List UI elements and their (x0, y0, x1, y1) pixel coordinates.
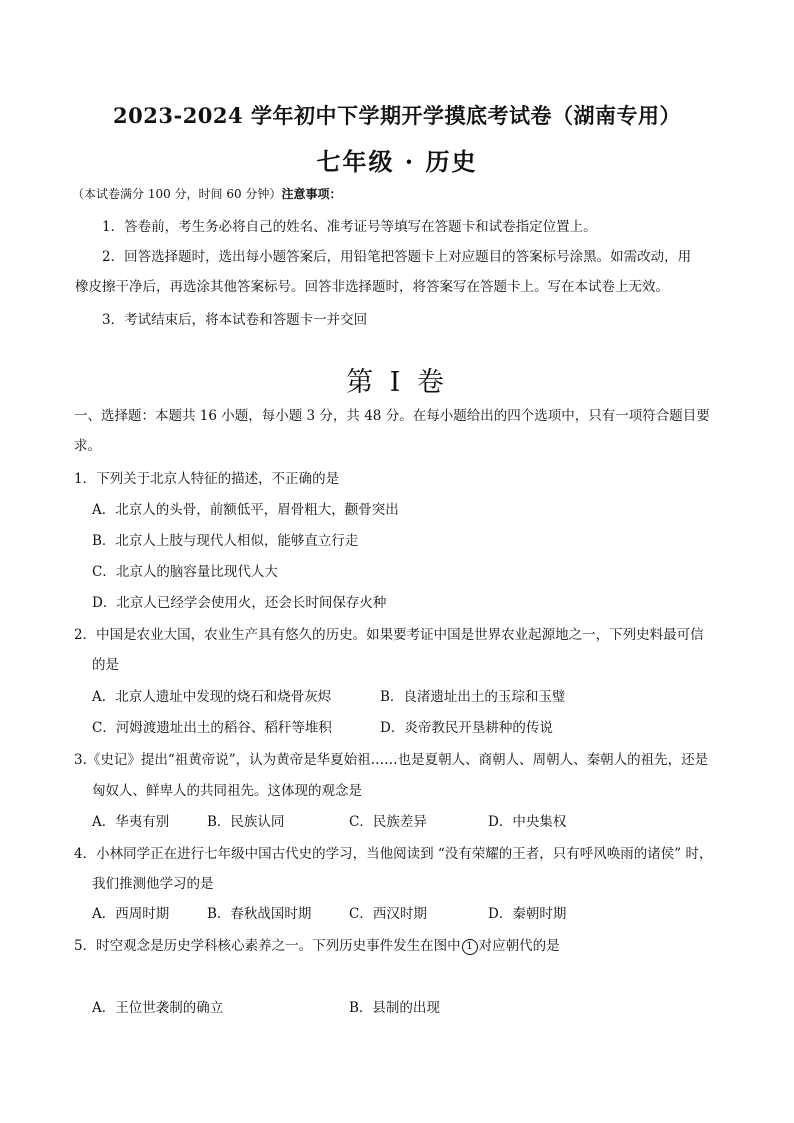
question-1-option-c[interactable]: C．北京人的脑容量比现代人大 (92, 564, 278, 580)
question-4-stem: 4．小林同学正在进行七年级中国古代史的学习，当他阅读到 “没有荣耀的王者，只有呼风唤雨的诸侯” 时， (74, 846, 713, 862)
section-instruction-cont: 求。 (74, 438, 101, 454)
question-3-stem: 3.《史记》提出“祖黄帝说”，认为黄帝是华夏始祖……也是夏朝人、商朝人、周朝人、秦朝人的祖先，还是 (74, 752, 709, 768)
notice-heading: 注意事项： (281, 187, 342, 201)
question-2-stem-cont: 的是 (92, 657, 119, 673)
question-4-stem-cont: 我们推测他学习的是 (92, 876, 214, 892)
score-info: （本试卷满分 100 分，时间 60 分钟） (72, 187, 282, 201)
question-2-option-d[interactable]: D．炎帝教民开垦耕种的传说 (380, 720, 553, 736)
question-2-option-b[interactable]: B．良渚遗址出土的玉琮和玉璧 (380, 689, 566, 705)
notice-item-3: 3．考试结束后，将本试卷和答题卡一并交回 (102, 312, 368, 328)
question-5-option-a[interactable]: A．王位世袭制的确立 (92, 1000, 224, 1016)
question-2-stem: 2．中国是农业大国，农业生产具有悠久的历史。如果要考证中国是世界农业起源地之一，下列史料最可信 (74, 627, 704, 643)
question-4-option-c[interactable]: C．西汉时期 (349, 906, 427, 922)
notice-item-1: 1．答卷前，考生务必将自己的姓名、准考证号等填写在答题卡和试卷指定位置上。 (102, 219, 597, 235)
question-1-option-b[interactable]: B．北京人上肢与现代人相似，能够直立行走 (92, 533, 359, 549)
question-5-option-b[interactable]: B．县制的出现 (349, 1000, 440, 1016)
exam-subtitle: 七年级 · 历史 (316, 147, 478, 176)
question-5-stem-pre: 5．时空观念是历史学科核心素养之一。下列历史事件发生在图中 (74, 938, 461, 954)
section-title: 第 I 卷 (346, 367, 448, 398)
notice-item-2-cont: 橡皮擦干净后，再选涂其他答案标号。回答非选择题时，将答案写在答题卡上。写在本试卷上无效。 (75, 279, 669, 295)
question-3-option-a[interactable]: A．华夷有别 (92, 814, 170, 830)
question-3-option-c[interactable]: C．民族差异 (349, 814, 427, 830)
question-4-option-a[interactable]: A．西周时期 (92, 906, 170, 922)
question-4-option-d[interactable]: D．秦朝时期 (488, 906, 567, 922)
notice-item-2: 2．回答选择题时，选出每小题答案后，用铅笔把答题卡上对应题目的答案标号涂黑。如需改动，用 (102, 249, 692, 265)
question-4-option-b[interactable]: B．春秋战国时期 (207, 906, 312, 922)
question-1-option-a[interactable]: A．北京人的头骨，前额低平，眉骨粗大，颧骨突出 (92, 502, 399, 518)
question-3-option-d[interactable]: D．中央集权 (488, 814, 567, 830)
question-3-stem-cont: 匈奴人、鲜卑人的共同祖先。这体现的观念是 (92, 783, 362, 799)
question-5-stem-post: 对应朝代的是 (478, 938, 560, 954)
question-2-option-a[interactable]: A．北京人遗址中发现的烧石和烧骨灰烬 (92, 689, 332, 705)
section-instruction: 一、选择题：本题共 16 小题，每小题 3 分，共 48 分。在每小题给出的四个选项中，只有一项符合题目要 (74, 408, 710, 424)
circled-number-marker: 1 (462, 939, 478, 955)
question-1-stem: 1．下列关于北京人特征的描述，不正确的是 (74, 471, 340, 487)
question-3-option-b[interactable]: B．民族认同 (207, 814, 285, 830)
notice-header (72, 185, 341, 202)
exam-title: 2023-2024 学年初中下学期开学摸底考试卷（湖南专用） (113, 103, 681, 128)
question-1-option-d[interactable]: D．北京人已经学会使用火，还会长时间保存火种 (92, 595, 387, 611)
question-2-option-c[interactable]: C．河姆渡遗址出土的稻谷、稻秆等堆积 (92, 720, 332, 736)
question-5-stem (74, 931, 560, 961)
